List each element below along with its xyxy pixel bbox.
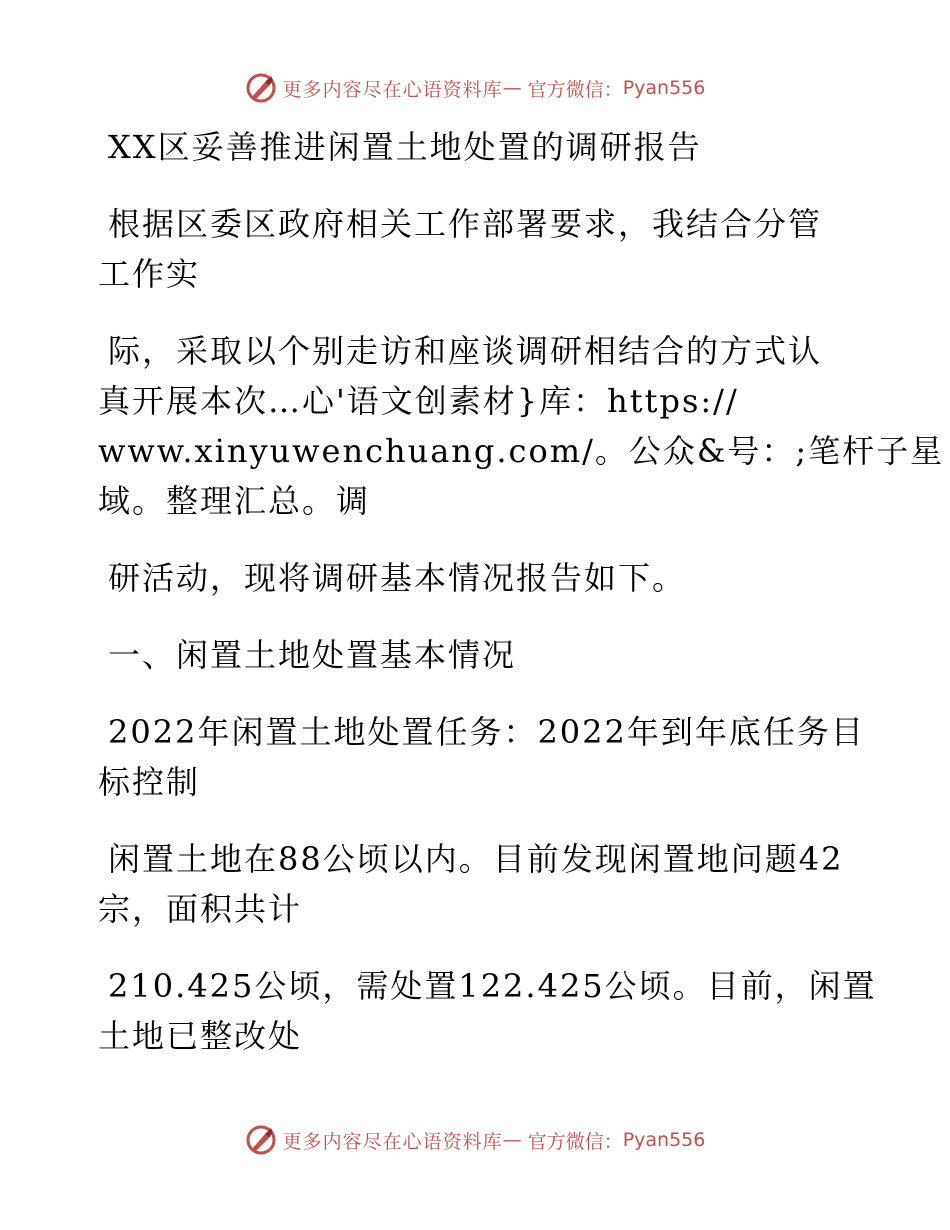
paragraph-line: 标控制: [98, 763, 201, 801]
paragraph-line: www.xinyuwenchuang.com/。公众&号：;笔杆子星: [98, 432, 945, 470]
pen-logo-icon: [245, 1124, 277, 1156]
banner-wechat-label: 官方微信：: [527, 1130, 623, 1153]
section-heading: 一、闲置土地处置基本情况: [108, 636, 517, 674]
paragraph-line: 真开展本次…心'语文创素材}库：https://: [98, 382, 739, 420]
banner-wechat-id: Pyan556: [622, 1129, 706, 1151]
paragraph-line: 际，采取以个别走访和座谈调研相结合的方式认: [108, 332, 823, 370]
document-body: [98, 122, 945, 1061]
document-title: XX区妥善推进闲置土地处置的调研报告: [108, 128, 702, 166]
footer-banner: [0, 1120, 950, 1160]
paragraph-line: 宗，面积共计: [98, 890, 303, 928]
paragraph-line: 域。整理汇总。调: [98, 482, 371, 520]
paragraph-line: 2022年闲置土地处置任务：2022年到年底任务目: [108, 713, 865, 751]
pen-logo-icon: [245, 72, 277, 104]
paragraph-line: 土地已整改处: [98, 1017, 303, 1055]
paragraph-line: 研活动，现将调研基本情况报告如下。: [108, 559, 687, 597]
paragraph-line: 210.425公顷，需处置122.425公顷。目前，闲置: [108, 967, 877, 1005]
banner-wechat-id: Pyan556: [622, 77, 706, 99]
banner-brand: 更多内容尽在心语资料库: [282, 1130, 503, 1153]
paragraph-line: 工作实: [98, 255, 201, 293]
banner-dash: —: [502, 1129, 522, 1151]
banner-brand: 更多内容尽在心语资料库: [282, 78, 503, 101]
header-banner: [0, 68, 950, 108]
banner-dash: —: [502, 77, 522, 99]
banner-wechat-label: 官方微信：: [527, 78, 623, 101]
paragraph-line: 根据区委区政府相关工作部署要求，我结合分管: [108, 205, 823, 243]
paragraph-line: 闲置土地在88公顷以内。目前发现闲置地问题42: [108, 840, 844, 878]
